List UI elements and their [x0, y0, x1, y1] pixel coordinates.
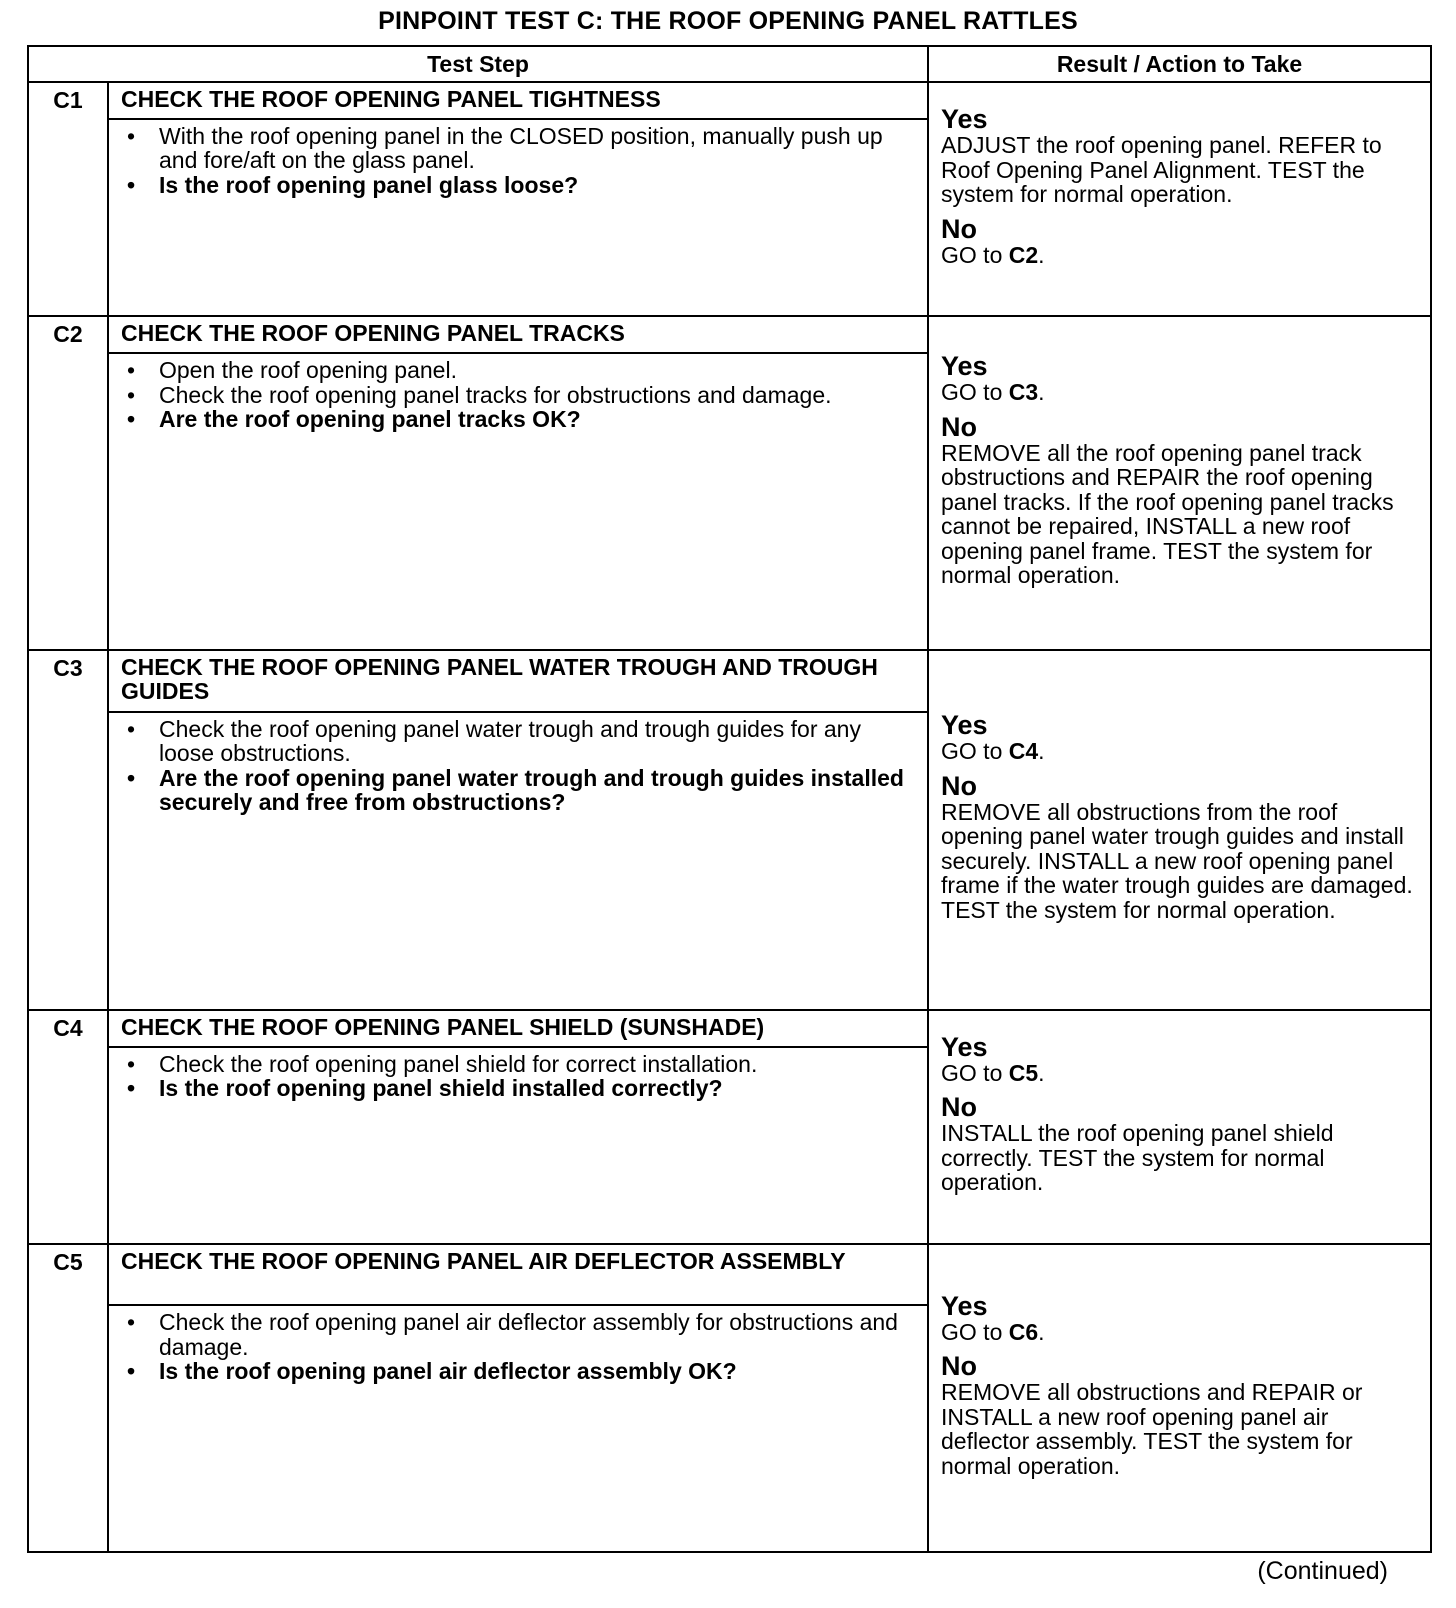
list-item: • With the roof opening panel in the CLOSED position, manually push up and fore/aft on the glass panel.: [123, 124, 907, 173]
yes-label: Yes: [941, 104, 988, 135]
no-text: REMOVE all obstructions from the roof opening panel water trough guides and install securely. INSTALL a new roof opening panel frame if the water trough guides are damaged. TEST the system for normal operation.: [941, 798, 1413, 923]
step-bullets: [123, 1310, 907, 1384]
step-id-spacer: [28, 353, 108, 650]
step-question: • Are the roof opening panel tracks OK?: [123, 407, 907, 432]
step-body: [108, 1047, 928, 1244]
list-item: • Check the roof opening panel air deflector assembly for obstructions and damage.: [123, 1310, 907, 1359]
step-title-row: [28, 316, 1431, 353]
continued-note: (Continued): [1257, 1557, 1388, 1585]
no-label: No: [941, 1092, 978, 1123]
step-question: • Is the roof opening panel shield installed correctly?: [123, 1076, 907, 1101]
step-title-row: [28, 1010, 1431, 1047]
pinpoint-test-table: [27, 45, 1432, 1553]
step-result: [928, 1010, 1431, 1244]
step-bullets: [123, 717, 907, 815]
step-question: • Is the roof opening panel glass loose?: [123, 173, 907, 198]
step-id: C5: [28, 1244, 108, 1306]
step-result: [928, 82, 1431, 316]
step-question: • Is the roof opening panel air deflector assembly OK?: [123, 1359, 907, 1384]
step-reference: C6: [1008, 1318, 1039, 1345]
list-item: • Check the roof opening panel shield for correct installation.: [123, 1052, 907, 1077]
no-label: No: [941, 1351, 978, 1382]
no-label: No: [941, 411, 978, 442]
header-test-step: Test Step: [28, 46, 928, 82]
yes-text: GO to C6.: [941, 1318, 1045, 1345]
step-id-spacer: [28, 712, 108, 1010]
step-result: [928, 1244, 1431, 1552]
step-bullets: [123, 358, 907, 432]
step-reference: C3: [1008, 379, 1039, 406]
list-item: • Check the roof opening panel tracks for obstructions and damage.: [123, 383, 907, 408]
step-id: C4: [28, 1010, 108, 1047]
step-id-spacer: [28, 1047, 108, 1244]
step-title: CHECK THE ROOF OPENING PANEL WATER TROUGH AND TROUGH GUIDES: [108, 650, 928, 712]
yes-label: Yes: [941, 1031, 988, 1062]
step-body: [108, 1305, 928, 1552]
no-text: INSTALL the roof opening panel shield correctly. TEST the system for normal operation.: [941, 1120, 1334, 1196]
no-label: No: [941, 213, 978, 244]
step-bullets: [123, 124, 907, 198]
step-result: [928, 316, 1431, 650]
step-title: CHECK THE ROOF OPENING PANEL TRACKS: [108, 316, 928, 353]
step-bullets: [123, 1052, 907, 1101]
step-reference: C4: [1008, 738, 1039, 765]
yes-text: GO to C4.: [941, 738, 1045, 765]
step-title: CHECK THE ROOF OPENING PANEL TIGHTNESS: [108, 82, 928, 119]
table-header-row: [28, 46, 1431, 82]
no-text: REMOVE all obstructions and REPAIR or INSTALL a new roof opening panel air deflector assembly. TEST the system for normal operation.: [941, 1379, 1363, 1479]
step-result: [928, 650, 1431, 1010]
step-id-spacer: [28, 119, 108, 316]
step-body: [108, 353, 928, 650]
yes-text: GO to C3.: [941, 379, 1045, 406]
step-id: C1: [28, 82, 108, 119]
yes-label: Yes: [941, 351, 988, 382]
page-title: PINPOINT TEST C: THE ROOF OPENING PANEL RATTLES: [378, 7, 1078, 35]
step-question: • Are the roof opening panel water trough and trough guides installed securely and free from obstructions?: [123, 766, 907, 815]
step-reference: C5: [1008, 1059, 1039, 1086]
step-title-row: [28, 650, 1431, 712]
yes-label: Yes: [941, 1290, 988, 1321]
step-reference: C2: [1008, 241, 1039, 268]
step-id-spacer: [28, 1305, 108, 1552]
step-id: C2: [28, 316, 108, 353]
no-text: GO to C2.: [941, 241, 1045, 268]
list-item: • Check the roof opening panel water trough and trough guides for any loose obstructions.: [123, 717, 907, 766]
step-body: [108, 119, 928, 316]
no-text: REMOVE all the roof opening panel track obstructions and REPAIR the roof opening panel tracks. If the roof opening panel tracks cannot be repaired, INSTALL a new roof opening panel frame. TEST the system for normal operation.: [941, 439, 1394, 589]
list-item: • Open the roof opening panel.: [123, 358, 907, 383]
step-title-row: [28, 82, 1431, 119]
yes-text: ADJUST the roof opening panel. REFER to Roof Opening Panel Alignment. TEST the system for normal operation.: [941, 132, 1382, 208]
step-title: CHECK THE ROOF OPENING PANEL SHIELD (SUNSHADE): [108, 1010, 928, 1047]
no-label: No: [941, 770, 978, 801]
yes-text: GO to C5.: [941, 1059, 1045, 1086]
step-title-row: [28, 1244, 1431, 1306]
step-body: [108, 712, 928, 1010]
step-title: CHECK THE ROOF OPENING PANEL AIR DEFLECTOR ASSEMBLY: [108, 1244, 928, 1306]
step-id: C3: [28, 650, 108, 712]
yes-label: Yes: [941, 710, 988, 741]
header-result: Result / Action to Take: [928, 46, 1431, 82]
